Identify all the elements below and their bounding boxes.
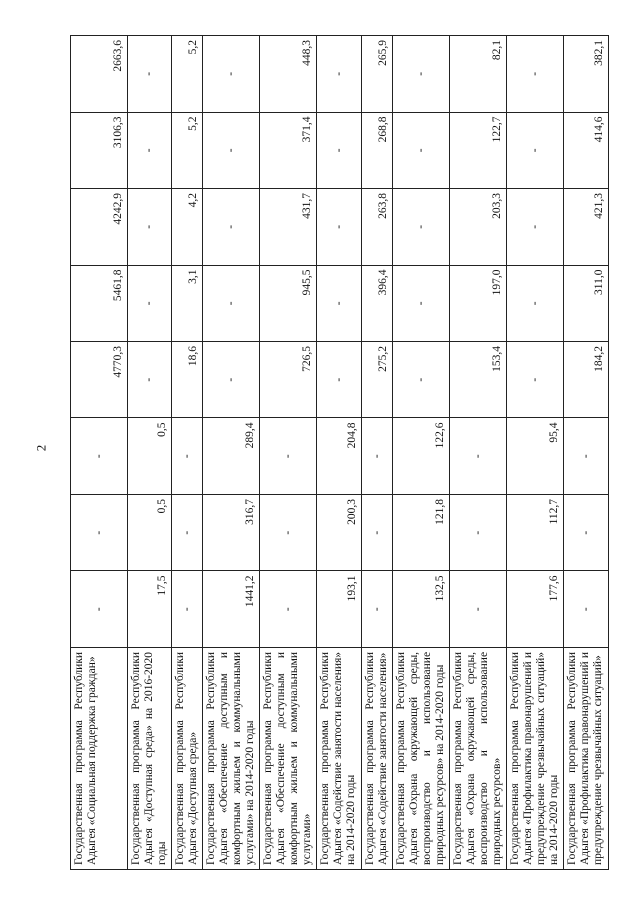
value-cell: 3106,3 [71,112,128,188]
program-name-cell: Государственная программа Республики Адыгея «Охрана окружающей среды, воспроизводство и использование природных ресурсов» на 2014-2020 годы [393,647,450,869]
value-cell: 203,3 [450,189,507,265]
table-row [317,36,362,870]
value-cell: 122,6 [393,418,450,494]
value-cell: - [507,189,564,265]
program-name-cell: Государственная программа Республики Адыгея «Профилактика правонарушений и предупреждение чрезвычайных ситуаций» на 2014-2020 годы [507,647,564,869]
value-cell: - [128,342,172,418]
value-cell: 82,1 [450,36,507,113]
value-cell: 4,2 [172,189,203,265]
value-cell: - [203,189,260,265]
value-cell: - [393,112,450,188]
value-cell: - [317,36,362,113]
table-row [71,36,128,870]
value-cell: 122,7 [450,112,507,188]
program-name-cell: Государственная программа Республики Адыгея «Доступная среда» [172,647,203,869]
value-cell: - [507,265,564,341]
value-cell: - [564,418,609,494]
value-cell: 421,3 [564,189,609,265]
value-cell: 184,2 [564,342,609,418]
rotated-table-container [70,35,605,870]
value-cell: 265,9 [362,36,393,113]
table-row [260,36,317,870]
value-cell: 5461,8 [71,265,128,341]
table-row [450,36,507,870]
value-cell: - [128,265,172,341]
value-cell: 431,7 [260,189,317,265]
value-cell: - [393,265,450,341]
value-cell: - [203,36,260,113]
program-name-cell: Государственная программа Республики Адыгея «Социальная поддержка граждан» [71,647,128,869]
program-name-cell: Государственная программа Республики Адыгея «Обеспечение доступным и комфортным жильем и коммунальными услугами» [260,647,317,869]
value-cell: - [203,342,260,418]
value-cell: - [260,571,317,647]
value-cell: - [393,342,450,418]
value-cell: 268,8 [362,112,393,188]
value-cell: - [203,112,260,188]
program-name-cell: Государственная программа Республики Адыгея «Обеспечение доступным и комфортным жильем и коммунальными услугами» на 2014-2020 годы [203,647,260,869]
program-name-cell: Государственная программа Республики Адыгея «Содействие занятости населения» [362,647,393,869]
value-cell: 311,0 [564,265,609,341]
value-cell: 945,5 [260,265,317,341]
value-cell: 153,4 [450,342,507,418]
table-row [393,36,450,870]
value-cell: 4242,9 [71,189,128,265]
value-cell: 396,4 [362,265,393,341]
table-row [362,36,393,870]
value-cell: 4770,3 [71,342,128,418]
page-number: 2 [33,444,49,452]
program-name-cell: Государственная программа Республики Адыгея «Доступная среда» на 2016-2020 годы [128,647,172,869]
value-cell: - [172,494,203,570]
value-cell: - [71,494,128,570]
value-cell: 197,0 [450,265,507,341]
value-cell: - [260,418,317,494]
table-row [507,36,564,870]
value-cell: - [564,494,609,570]
value-cell: 18,6 [172,342,203,418]
value-cell: - [172,571,203,647]
value-cell: - [317,342,362,418]
value-cell: - [71,571,128,647]
value-cell: - [564,571,609,647]
value-cell: 17,5 [128,571,172,647]
table-row [203,36,260,870]
value-cell: 177,6 [507,571,564,647]
value-cell: - [362,494,393,570]
table-row [172,36,203,870]
value-cell: 414,6 [564,112,609,188]
value-cell: - [393,36,450,113]
value-cell: - [128,112,172,188]
value-cell: 0,5 [128,494,172,570]
value-cell: - [450,494,507,570]
value-cell: 3,1 [172,265,203,341]
value-cell: - [128,189,172,265]
value-cell: 1441,2 [203,571,260,647]
value-cell: 132,5 [393,571,450,647]
budget-table [70,35,609,870]
table-row [564,36,609,870]
value-cell: - [393,189,450,265]
value-cell: - [71,418,128,494]
value-cell: 263,8 [362,189,393,265]
value-cell: 200,3 [317,494,362,570]
value-cell: 316,7 [203,494,260,570]
value-cell: - [317,265,362,341]
value-cell: - [362,571,393,647]
value-cell: - [128,36,172,113]
value-cell: 448,3 [260,36,317,113]
value-cell: - [507,36,564,113]
value-cell: 382,1 [564,36,609,113]
value-cell: 204,8 [317,418,362,494]
value-cell: 112,7 [507,494,564,570]
value-cell: 2663,6 [71,36,128,113]
value-cell: - [362,418,393,494]
value-cell: 371,4 [260,112,317,188]
value-cell: 275,2 [362,342,393,418]
program-name-cell: Государственная программа Республики Адыгея «Содействие занятости населения» на 2014-2020 годы [317,647,362,869]
table-row [128,36,172,870]
program-name-cell: Государственная программа Республики Адыгея «Профилактика правонарушений и предупреждение чрезвычайных ситуаций» [564,647,609,869]
value-cell: - [450,571,507,647]
value-cell: - [317,112,362,188]
value-cell: - [450,418,507,494]
value-cell: 289,4 [203,418,260,494]
value-cell: 5,2 [172,112,203,188]
value-cell: - [507,342,564,418]
value-cell: 95,4 [507,418,564,494]
value-cell: 726,5 [260,342,317,418]
value-cell: 5,2 [172,36,203,113]
value-cell: - [317,189,362,265]
value-cell: 193,1 [317,571,362,647]
table-body [71,36,609,870]
value-cell: - [203,265,260,341]
value-cell: 121,8 [393,494,450,570]
program-name-cell: Государственная программа Республики Адыгея «Охрана окружающей среды, воспроизводство и использование природных ресурсов» [450,647,507,869]
value-cell: - [172,418,203,494]
value-cell: - [260,494,317,570]
value-cell: - [507,112,564,188]
value-cell: 0,5 [128,418,172,494]
